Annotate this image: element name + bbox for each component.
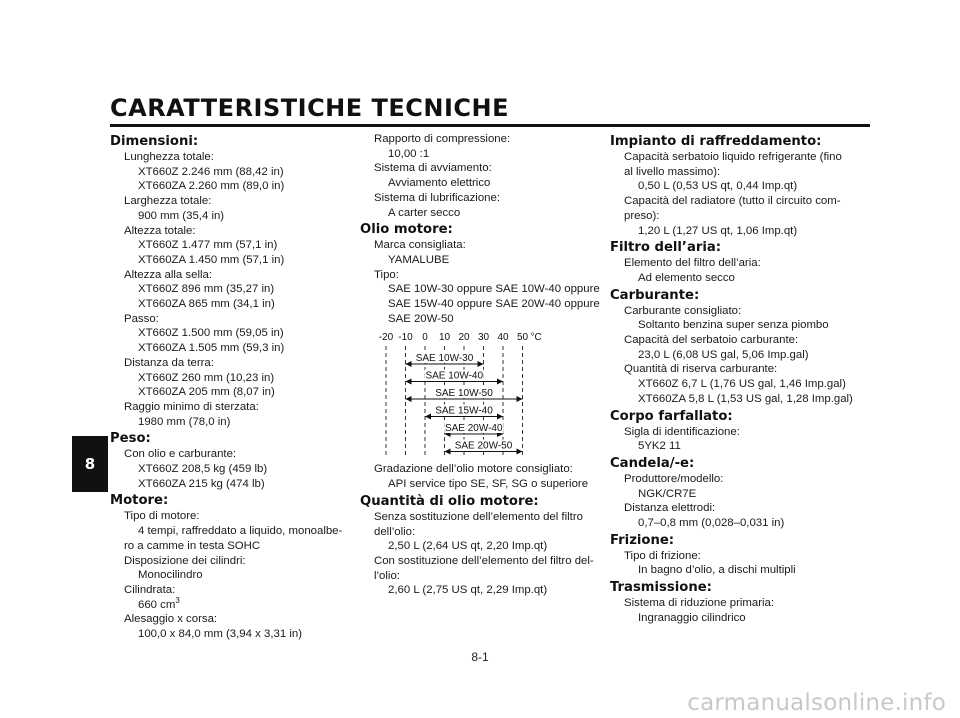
spec-label: Rapporto di compressione: (374, 133, 511, 145)
page-number: 8-1 (471, 650, 489, 664)
cilindrata-value: 660 cm (138, 598, 176, 611)
spec-label: Tipo di motore: (124, 510, 200, 523)
temperature-tick-label: 30 (477, 332, 490, 344)
watermark: carmanualsonline.info (687, 690, 946, 716)
spec-value: Ingranaggio cilindrico (638, 611, 746, 624)
spec-label: Marca consigliata: (374, 239, 466, 252)
oil-viscosity-chart (372, 330, 552, 458)
spec-label: Sistema di avviamento: (374, 162, 492, 175)
temperature-tick-label: -10 (398, 332, 413, 344)
section-title-raffreddamento: Impianto di raffreddamento: (610, 134, 822, 149)
spec-label: al livello massimo): (624, 165, 721, 178)
spec-label: l’olio: (374, 569, 400, 582)
spec-label: Capacità serbatoio liquido refrigerante (fino (624, 151, 842, 163)
spec-value: 1,20 L (1,27 US qt, 1,06 Imp.qt) (638, 224, 798, 237)
temperature-tick-label: 50 (516, 332, 529, 344)
spec-value: XT660Z 6,7 L (1,76 US gal, 1,46 Imp.gal) (638, 378, 846, 391)
section-title-dimensioni: Dimensioni: (110, 134, 199, 149)
viscosity-range-label: SAE 10W-50 (435, 388, 493, 400)
section-title-candela: Candela/-e: (610, 455, 695, 471)
section-title-quantita-olio: Quantità di olio motore: (360, 493, 539, 509)
viscosity-range-label: SAE 20W-50 (454, 440, 513, 452)
spec-value: SAE 15W-40 oppure SAE 20W-40 oppure (388, 298, 600, 311)
spec-value: XT660Z 2.246 mm (88,42 in) (138, 165, 284, 178)
spec-label: Distanza da terra: (124, 356, 214, 369)
spec-label: Disposizione dei cilindri: (124, 554, 246, 567)
spec-value: Soltanto benzina super senza piombo (638, 319, 829, 332)
spec-value: 4 tempi, raffreddato a liquido, monoalbe- (138, 525, 343, 538)
spec-value: XT660Z 1.477 mm (57,1 in) (138, 239, 278, 252)
spec-label: Con sostituzione dell’elemento del filtro del- (374, 554, 594, 567)
section-title-olio-motore: Olio motore: (360, 222, 453, 238)
spec-value: A carter secco (388, 206, 461, 219)
spec-label: Senza sostituzione dell’elemento del filtro (374, 510, 583, 523)
spec-label: Sigla di identificazione: (624, 425, 740, 438)
spec-label: Quantità di riserva carburante: (624, 363, 778, 376)
spec-value (110, 595, 350, 613)
spec-value: YAMALUBE (388, 253, 450, 266)
range-arrow-left (406, 361, 412, 367)
spec-value: 23,0 L (6,08 US gal, 5,06 Imp.gal) (638, 348, 809, 361)
spec-value: SAE 20W-50 (388, 312, 454, 325)
spec-value: Avviamento elettrico (388, 177, 491, 190)
range-arrow-left (445, 449, 451, 455)
spec-value: API service tipo SE, SF, SG o superiore (388, 478, 589, 491)
section-title-trasmissione: Trasmissione: (610, 580, 712, 596)
temperature-tick-label: 0 (422, 332, 428, 344)
spec-label: Tipo: (374, 268, 399, 281)
temperature-tick-label: 10 (438, 332, 451, 344)
spec-value: XT660ZA 5,8 L (1,53 US gal, 1,28 Imp.gal) (638, 392, 853, 405)
viscosity-range-label: SAE 10W-30 (415, 353, 474, 365)
spec-value: XT660Z 1.500 mm (59,05 in) (138, 327, 284, 340)
spec-value: XT660ZA 2.260 mm (89,0 in) (138, 180, 285, 193)
title-rule (110, 124, 870, 127)
spec-value: 2,50 L (2,64 US qt, 2,20 Imp.qt) (388, 540, 548, 553)
spec-value: XT660ZA 205 mm (8,07 in) (138, 386, 275, 399)
range-arrow-left (406, 379, 412, 385)
temperature-tick-label: 40 (497, 332, 509, 344)
spec-value: 0,50 L (0,53 US qt, 0,44 Imp.qt) (638, 180, 798, 193)
section-title-carburante: Carburante: (610, 287, 700, 303)
viscosity-range-label: SAE 10W-40 (425, 370, 484, 382)
spec-value: XT660Z 896 mm (35,27 in) (138, 283, 275, 296)
spec-value: ro a camme in testa SOHC (124, 539, 261, 552)
page-title: CARATTERISTICHE TECNICHE (110, 94, 509, 122)
section-title-peso: Peso: (110, 431, 151, 447)
range-arrow-right (517, 396, 523, 402)
spec-label: Raggio minimo di sterzata: (124, 400, 259, 413)
cilindrata-exponent: 3 (175, 595, 180, 605)
viscosity-range-label: SAE 15W-40 (435, 405, 493, 417)
spec-value: Ad elemento secco (638, 271, 735, 284)
viscosity-range-label: SAE 20W-40 (444, 423, 503, 435)
spec-label: Altezza totale: (124, 224, 196, 237)
spec-label: dell’olio: (374, 525, 416, 538)
spec-label: Altezza alla sella: (124, 268, 213, 281)
spec-label: Elemento del filtro dell’aria: (624, 257, 761, 270)
spec-value: XT660Z 208,5 kg (459 lb) (138, 463, 268, 476)
spec-value: Monocilindro (138, 569, 203, 582)
spec-label: Sistema di lubrificazione: (374, 191, 500, 204)
spec-label: Capacità del serbatoio carburante: (624, 334, 799, 347)
spec-label: Sistema di riduzione primaria: (624, 597, 775, 610)
spec-value: 900 mm (35,4 in) (138, 209, 225, 222)
range-arrow-right (497, 379, 503, 385)
spec-value: 100,0 x 84,0 mm (3,94 x 3,31 in) (138, 628, 302, 641)
chapter-tab: 8 (72, 436, 108, 492)
spec-label: Carburante consigliato: (624, 304, 742, 317)
spec-label: Passo: (124, 312, 159, 325)
section-title-corpo-farfallato: Corpo farfallato: (610, 408, 733, 424)
range-arrow-right (478, 361, 484, 367)
spec-value: XT660ZA 865 mm (34,1 in) (138, 298, 275, 311)
spec-label: Con olio e carburante: (124, 448, 237, 461)
spec-value: XT660Z 260 mm (10,23 in) (138, 371, 275, 384)
spec-value: 1980 mm (78,0 in) (138, 415, 231, 428)
spec-label: Distanza elettrodi: (624, 502, 716, 515)
section-title-frizione: Frizione: (610, 532, 675, 548)
spec-label: Alesaggio x corsa: (124, 613, 218, 626)
temperature-tick-label: -20 (378, 332, 394, 344)
spec-value: 10,00 :1 (388, 147, 430, 160)
spec-label: Larghezza totale: (124, 195, 212, 208)
spec-value: XT660ZA 215 kg (474 lb) (138, 477, 265, 490)
spec-value: XT660ZA 1.505 mm (59,3 in) (138, 342, 285, 355)
spec-label: Tipo di frizione: (624, 549, 701, 562)
range-arrow-right (497, 414, 503, 420)
range-arrow-right (517, 449, 523, 455)
spec-label: Capacità del radiatore (tutto il circuito com- (624, 195, 841, 208)
spec-value: In bagno d’olio, a dischi multipli (638, 564, 796, 577)
spec-value: 2,60 L (2,75 US qt, 2,29 Imp.qt) (388, 584, 548, 597)
temperature-unit: °C (530, 332, 542, 344)
spec-label: Lunghezza totale: (124, 151, 214, 163)
range-arrow-left (406, 396, 412, 402)
column-1 (110, 132, 350, 642)
column-2 (360, 132, 600, 598)
spec-value: SAE 10W-30 oppure SAE 10W-40 oppure (388, 283, 600, 296)
column-3 (610, 132, 860, 626)
temperature-tick-label: 20 (458, 332, 470, 344)
section-title-filtro-aria: Filtro dell’aria: (610, 240, 722, 256)
spec-value: NGK/CR7E (638, 487, 697, 500)
range-arrow-left (425, 414, 431, 420)
spec-value: 0,7–0,8 mm (0,028–0,031 in) (638, 517, 785, 530)
spec-label: Gradazione dell’olio motore consigliato: (374, 463, 573, 476)
spec-label: preso): (624, 209, 660, 222)
spec-value: XT660ZA 1.450 mm (57,1 in) (138, 253, 285, 266)
spec-label: Produttore/modello: (624, 472, 724, 485)
spec-label: Cilindrata: (124, 583, 176, 596)
section-title-motore: Motore: (110, 493, 169, 509)
spec-value: 5YK2 11 (638, 440, 681, 453)
